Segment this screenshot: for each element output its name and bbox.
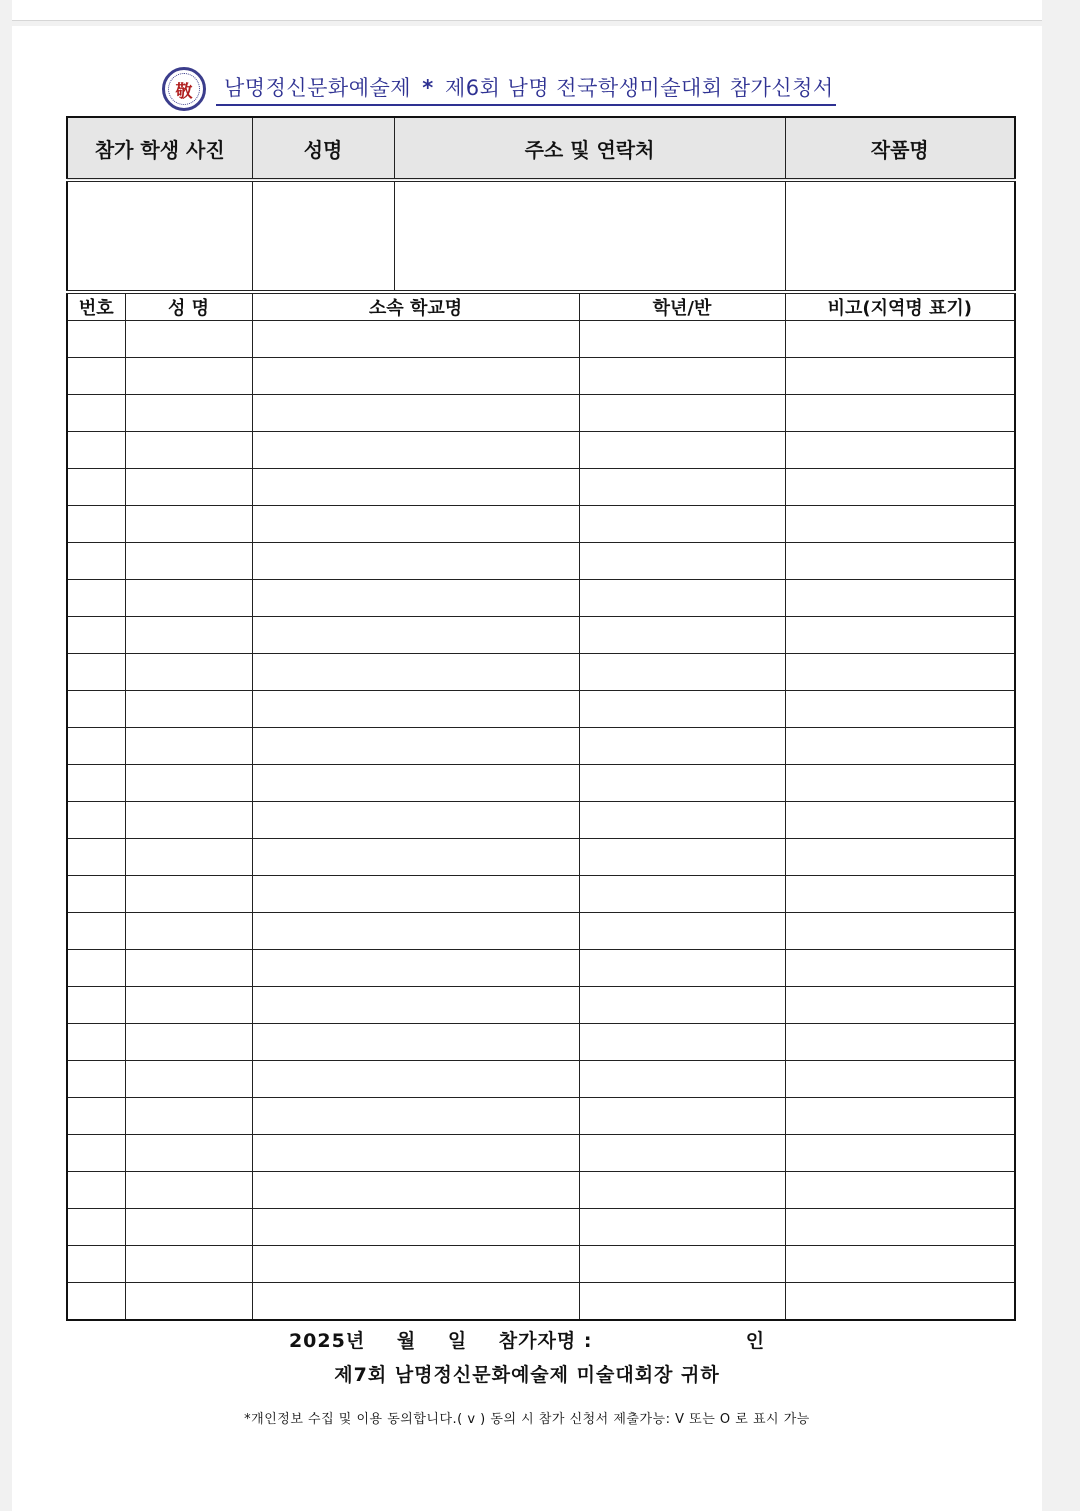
school-name-cell[interactable] xyxy=(252,876,579,913)
table-row xyxy=(67,358,1015,395)
table-row xyxy=(67,432,1015,469)
grade-class-cell[interactable] xyxy=(579,1283,785,1321)
number-cell[interactable] xyxy=(67,543,125,580)
student-name-cell[interactable] xyxy=(125,395,252,432)
contest-name: 제6회 남명 전국학생미술대회 참가신청서 xyxy=(444,76,834,100)
student-name-cell[interactable] xyxy=(125,950,252,987)
remarks-cell[interactable] xyxy=(785,1283,1015,1321)
table-row xyxy=(67,876,1015,913)
school-name-cell[interactable] xyxy=(252,1061,579,1098)
student-name-cell[interactable] xyxy=(125,543,252,580)
school-name-cell[interactable] xyxy=(252,617,579,654)
student-name-cell[interactable] xyxy=(125,839,252,876)
number-cell[interactable] xyxy=(67,728,125,765)
number-cell[interactable] xyxy=(67,876,125,913)
number-cell[interactable] xyxy=(67,1135,125,1172)
remarks-cell[interactable] xyxy=(785,432,1015,469)
table-row xyxy=(67,617,1015,654)
school-name-cell[interactable] xyxy=(252,1135,579,1172)
student-name-cell[interactable] xyxy=(125,913,252,950)
number-cell[interactable] xyxy=(67,580,125,617)
grade-class-cell[interactable] xyxy=(579,839,785,876)
grade-class-cell[interactable] xyxy=(579,469,785,506)
number-cell[interactable] xyxy=(67,987,125,1024)
grade-class-cell[interactable] xyxy=(579,654,785,691)
number-cell[interactable] xyxy=(67,358,125,395)
previous-page-edge xyxy=(12,0,1042,21)
number-cell[interactable] xyxy=(67,913,125,950)
table-row xyxy=(67,765,1015,802)
grade-class-cell[interactable] xyxy=(579,913,785,950)
school-name-cell[interactable] xyxy=(252,432,579,469)
seal-logo-icon xyxy=(162,67,206,111)
grade-class-cell[interactable] xyxy=(579,950,785,987)
remarks-cell[interactable] xyxy=(785,1209,1015,1246)
school-name-cell[interactable] xyxy=(252,1209,579,1246)
table-row xyxy=(67,1246,1015,1283)
address-contact-cell[interactable] xyxy=(394,180,785,292)
number-cell[interactable] xyxy=(67,802,125,839)
form-title xyxy=(216,72,836,106)
number-cell[interactable] xyxy=(67,617,125,654)
number-cell[interactable] xyxy=(67,1172,125,1209)
table-row xyxy=(67,1098,1015,1135)
remarks-cell[interactable] xyxy=(785,1135,1015,1172)
participant-list xyxy=(67,321,1015,1321)
remarks-cell[interactable] xyxy=(785,1061,1015,1098)
student-name-cell[interactable] xyxy=(125,1098,252,1135)
school-name-cell[interactable] xyxy=(252,1283,579,1321)
student-name-cell[interactable] xyxy=(125,691,252,728)
table-row xyxy=(67,728,1015,765)
school-name-cell[interactable] xyxy=(252,1098,579,1135)
grade-class-cell[interactable] xyxy=(579,802,785,839)
title-separator-star: * xyxy=(422,76,434,100)
remarks-cell[interactable] xyxy=(785,395,1015,432)
student-name-cell[interactable] xyxy=(125,1024,252,1061)
school-name-cell[interactable] xyxy=(252,1172,579,1209)
student-name-cell[interactable] xyxy=(125,802,252,839)
header-address-contact: 주소 및 연락처 xyxy=(394,117,785,180)
application-form-page xyxy=(12,26,1042,1511)
date-year: 2025년 xyxy=(288,1330,366,1352)
remarks-cell[interactable] xyxy=(785,691,1015,728)
remarks-cell[interactable] xyxy=(785,469,1015,506)
grade-class-cell[interactable] xyxy=(579,765,785,802)
grade-class-cell[interactable] xyxy=(579,876,785,913)
grade-class-cell[interactable] xyxy=(579,691,785,728)
form-header xyxy=(162,66,902,112)
school-name-cell[interactable] xyxy=(252,1024,579,1061)
remarks-cell[interactable] xyxy=(785,876,1015,913)
addressee: 제7회 남명정신문화예술제 미술대회장 귀하 xyxy=(334,1364,720,1386)
festival-name: 남명정신문화예술제 xyxy=(224,76,412,100)
number-cell[interactable] xyxy=(67,432,125,469)
student-name-cell[interactable] xyxy=(125,654,252,691)
school-name-cell[interactable] xyxy=(252,913,579,950)
table-row xyxy=(67,506,1015,543)
remarks-cell[interactable] xyxy=(785,1172,1015,1209)
student-name-cell[interactable] xyxy=(125,728,252,765)
number-cell[interactable] xyxy=(67,321,125,358)
remarks-cell[interactable] xyxy=(785,950,1015,987)
header-student-name: 성 명 xyxy=(125,292,252,321)
table-row xyxy=(67,987,1015,1024)
remarks-cell[interactable] xyxy=(785,321,1015,358)
table-row xyxy=(67,913,1015,950)
remarks-cell[interactable] xyxy=(785,654,1015,691)
number-cell[interactable] xyxy=(67,765,125,802)
number-cell[interactable] xyxy=(67,1283,125,1321)
header-name: 성명 xyxy=(252,117,394,180)
student-name-cell[interactable] xyxy=(125,432,252,469)
header-number: 번호 xyxy=(67,292,125,321)
table-row xyxy=(67,691,1015,728)
application-table xyxy=(66,116,1016,1321)
remarks-cell[interactable] xyxy=(785,1246,1015,1283)
remarks-cell[interactable] xyxy=(785,802,1015,839)
school-name-cell[interactable] xyxy=(252,728,579,765)
school-name-cell[interactable] xyxy=(252,506,579,543)
student-name-cell[interactable] xyxy=(125,1061,252,1098)
header-grade-class: 학년/반 xyxy=(579,292,785,321)
grade-class-cell[interactable] xyxy=(579,1246,785,1283)
grade-class-cell[interactable] xyxy=(579,580,785,617)
grade-class-cell[interactable] xyxy=(579,728,785,765)
school-name-cell[interactable] xyxy=(252,580,579,617)
remarks-cell[interactable] xyxy=(785,839,1015,876)
student-name-cell[interactable] xyxy=(125,506,252,543)
student-name-cell[interactable] xyxy=(125,765,252,802)
grade-class-cell[interactable] xyxy=(579,1061,785,1098)
number-cell[interactable] xyxy=(67,691,125,728)
header-school-name: 소속 학교명 xyxy=(252,292,579,321)
table-row xyxy=(67,1135,1015,1172)
grade-class-cell[interactable] xyxy=(579,617,785,654)
grade-class-cell[interactable] xyxy=(579,987,785,1024)
signature-line xyxy=(12,1326,1042,1353)
school-name-cell[interactable] xyxy=(252,839,579,876)
table-row xyxy=(67,654,1015,691)
student-name-cell[interactable] xyxy=(125,580,252,617)
school-name-cell[interactable] xyxy=(252,358,579,395)
table-row xyxy=(67,543,1015,580)
seal-label: 인 xyxy=(745,1330,766,1352)
number-cell[interactable] xyxy=(67,506,125,543)
artwork-title-cell[interactable] xyxy=(785,180,1015,292)
number-cell[interactable] xyxy=(67,1246,125,1283)
consent-note: *개인정보 수집 및 이용 동의합니다.( v ) 동의 시 참가 신청서 제출가능: V 또는 O 로 표시 가능 xyxy=(244,1412,810,1427)
school-name-cell[interactable] xyxy=(252,543,579,580)
grade-class-cell[interactable] xyxy=(579,1172,785,1209)
remarks-cell[interactable] xyxy=(785,1098,1015,1135)
student-name-cell[interactable] xyxy=(125,617,252,654)
remarks-cell[interactable] xyxy=(785,913,1015,950)
grade-class-cell[interactable] xyxy=(579,358,785,395)
date-day: 일 xyxy=(447,1330,468,1352)
table-row xyxy=(67,1172,1015,1209)
remarks-cell[interactable] xyxy=(785,543,1015,580)
grade-class-cell[interactable] xyxy=(579,432,785,469)
table-row xyxy=(67,1209,1015,1246)
school-name-cell[interactable] xyxy=(252,321,579,358)
student-name-cell[interactable] xyxy=(125,1209,252,1246)
name-cell[interactable] xyxy=(252,180,394,292)
school-name-cell[interactable] xyxy=(252,765,579,802)
student-name-cell[interactable] xyxy=(125,1172,252,1209)
number-cell[interactable] xyxy=(67,839,125,876)
remarks-cell[interactable] xyxy=(785,728,1015,765)
school-name-cell[interactable] xyxy=(252,654,579,691)
student-name-cell[interactable] xyxy=(125,358,252,395)
table-row xyxy=(67,802,1015,839)
remarks-cell[interactable] xyxy=(785,987,1015,1024)
school-name-cell[interactable] xyxy=(252,691,579,728)
table-row xyxy=(67,1061,1015,1098)
student-name-cell[interactable] xyxy=(125,1135,252,1172)
grade-class-cell[interactable] xyxy=(579,1209,785,1246)
remarks-cell[interactable] xyxy=(785,580,1015,617)
school-name-cell[interactable] xyxy=(252,395,579,432)
grade-class-cell[interactable] xyxy=(579,506,785,543)
school-name-cell[interactable] xyxy=(252,802,579,839)
table-row xyxy=(67,321,1015,358)
number-cell[interactable] xyxy=(67,1061,125,1098)
date-month: 월 xyxy=(396,1330,417,1352)
remarks-cell[interactable] xyxy=(785,765,1015,802)
remarks-cell[interactable] xyxy=(785,358,1015,395)
student-name-cell[interactable] xyxy=(125,1246,252,1283)
number-cell[interactable] xyxy=(67,950,125,987)
grade-class-cell[interactable] xyxy=(579,1024,785,1061)
table-row xyxy=(67,1024,1015,1061)
student-name-cell[interactable] xyxy=(125,469,252,506)
student-name-cell[interactable] xyxy=(125,987,252,1024)
number-cell[interactable] xyxy=(67,1209,125,1246)
header-artwork-title: 작품명 xyxy=(785,117,1015,180)
table-row xyxy=(67,1283,1015,1321)
remarks-cell[interactable] xyxy=(785,506,1015,543)
student-name-cell[interactable] xyxy=(125,876,252,913)
school-name-cell[interactable] xyxy=(252,987,579,1024)
school-name-cell[interactable] xyxy=(252,1246,579,1283)
grade-class-cell[interactable] xyxy=(579,395,785,432)
table-row xyxy=(67,839,1015,876)
table-row xyxy=(67,950,1015,987)
remarks-cell[interactable] xyxy=(785,617,1015,654)
school-name-cell[interactable] xyxy=(252,469,579,506)
photo-cell[interactable] xyxy=(67,180,252,292)
number-cell[interactable] xyxy=(67,654,125,691)
applicant-label: 참가자명 : xyxy=(498,1330,593,1352)
school-name-cell[interactable] xyxy=(252,950,579,987)
grade-class-cell[interactable] xyxy=(579,1135,785,1172)
header-remarks: 비고(지역명 표기) xyxy=(785,292,1015,321)
number-cell[interactable] xyxy=(67,395,125,432)
remarks-cell[interactable] xyxy=(785,1024,1015,1061)
table-row xyxy=(67,580,1015,617)
number-cell[interactable] xyxy=(67,1098,125,1135)
grade-class-cell[interactable] xyxy=(579,321,785,358)
student-name-cell[interactable] xyxy=(125,321,252,358)
header-photo: 참가 학생 사진 xyxy=(67,117,252,180)
number-cell[interactable] xyxy=(67,1024,125,1061)
table-row xyxy=(67,395,1015,432)
number-cell[interactable] xyxy=(67,469,125,506)
seal-logo-character: 敬 xyxy=(175,81,193,102)
grade-class-cell[interactable] xyxy=(579,543,785,580)
grade-class-cell[interactable] xyxy=(579,1098,785,1135)
table-row xyxy=(67,469,1015,506)
student-name-cell[interactable] xyxy=(125,1283,252,1321)
